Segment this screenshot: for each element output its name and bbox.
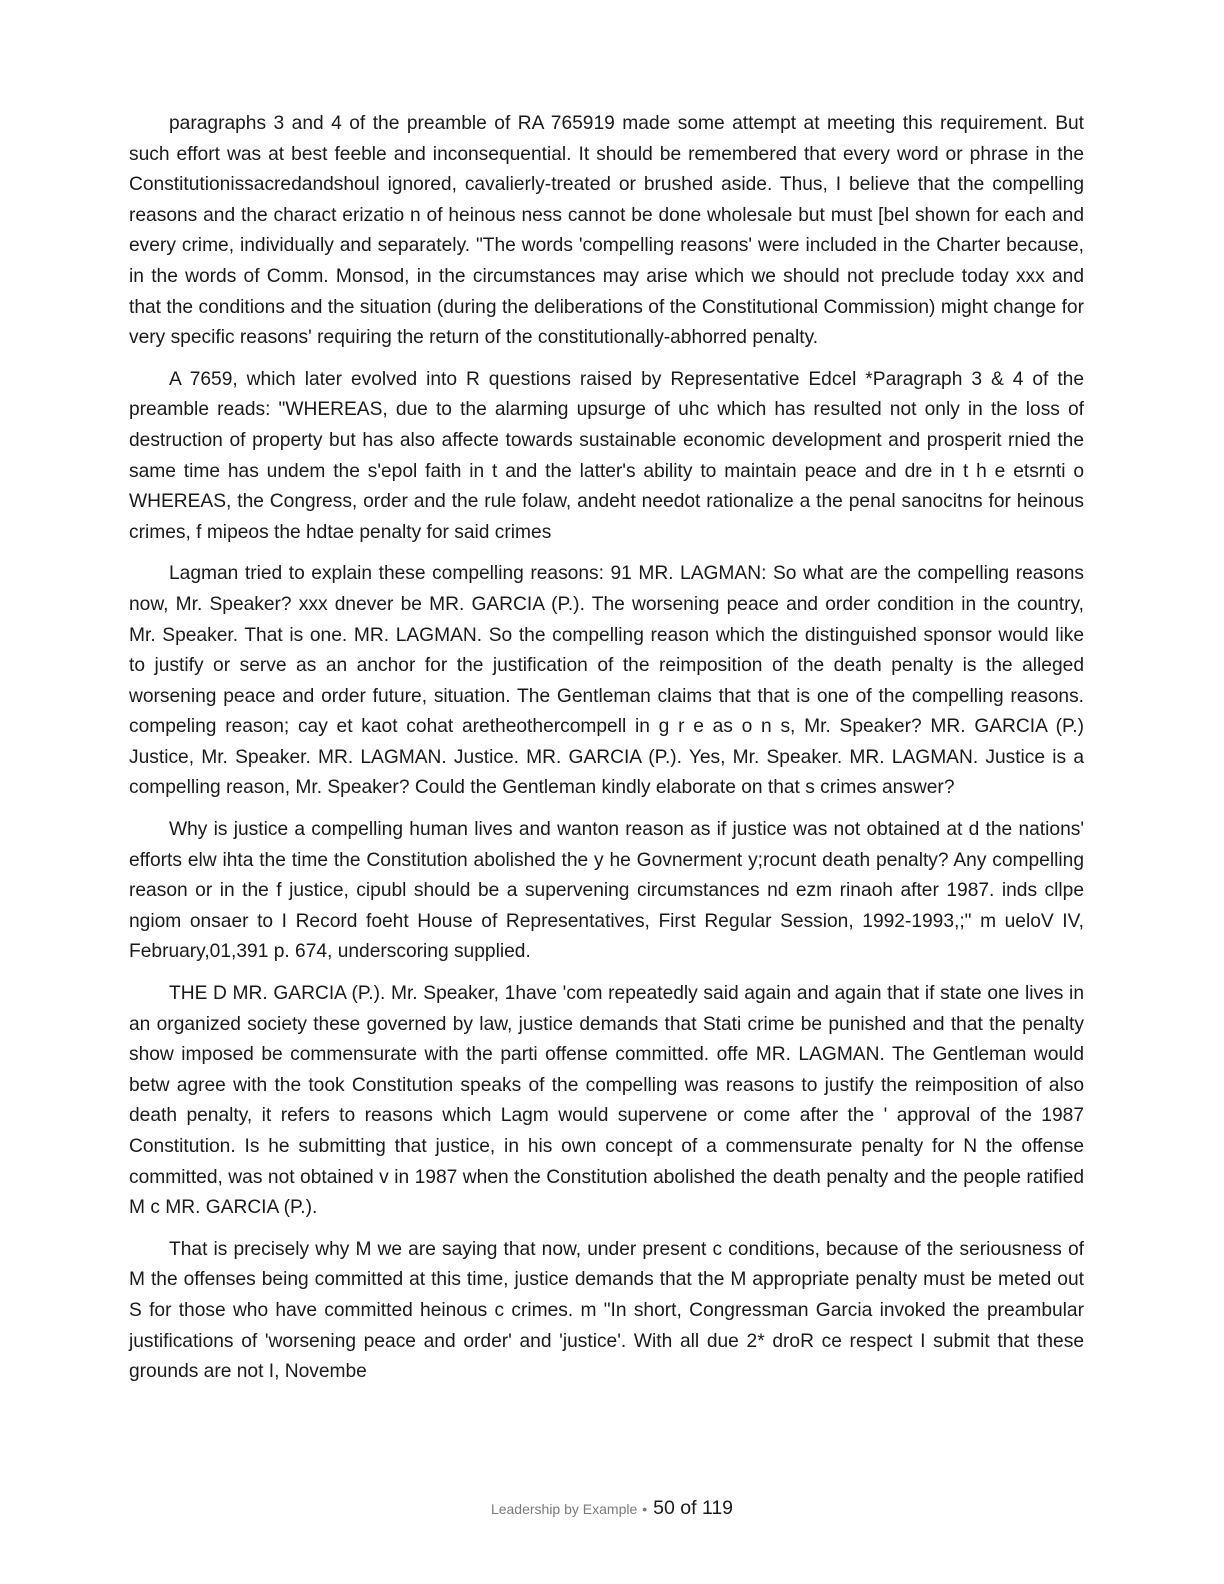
paragraph-5: THE D MR. GARCIA (P.). Mr. Speaker, 1have 'com repeatedly said again and again that if state one lives in an organized society these governed by law, justice demands that Stati crime be punished and that the penalty show imposed be commensurate with the parti offense committed. offe MR. LAGMAN. The Gentleman would betw agree with the took Constitution speaks of the compelling was reasons to justify the reimposition of also death penalty, it refers to reasons which Lagm would supervene or come after the ' approval of the 1987 Constitution. Is he submitting that justice, in his own concept of a commensurate penalty for N the offense committed, was not obtained v in 1987 when the Constitution abolished the death penalty and the people ratified M c MR. GARCIA (P.).	[129, 983, 1084, 1219]
paragraph-1: paragraphs 3 and 4 of the preamble of RA 765919 made some attempt at meeting this requirement. But such effort was at best feeble and inconsequential. It should be remembered that every word or phrase in the Constitutionissacredandshoul ignored, cavalierly-treated or brushed aside. Thus, I believe that the compelling reasons and the charact erizatio n of heinous ness cannot be done wholesale but must [bel shown for each and every crime, individually and separately. "The words 'compelling reasons' were included in the Charter because, in the words of Comm. Monsod, in the circumstances may arise which we should not preclude today xxx and that the conditions and the situation (during the deliberations of the Constitutional Commission) might change for very specific reasons' requiring the return of the constitutionally-abhorred penalty.	[129, 113, 1084, 349]
paragraph-2: A 7659, which later evolved into R questions raised by Representative Edcel *Paragraph 3 & 4 of the preamble reads: "WHEREAS, due to the alarming upsurge of uhc which has resulted not only in the loss of destruction of property but has also affecte towards sustainable economic development and prosperit rnied the same time has undem the s'epol faith in t and the latter's ability to maintain peace and dre in t h e etsrnti o WHEREAS, the Congress, order and the rule folaw, andeht needot rationalize a the penal sanocitns for heinous crimes, f mipeos the hdtae penalty for said crimes	[129, 368, 1084, 543]
paragraph-4: Why is justice a compelling human lives and wanton reason as if justice was not obtained at d the nations' efforts elw ihta the time the Constitution abolished the y he Govnerment y;rocunt death penalty? Any compelling reason or in the f justice, cipubl should be a supervening circumstances nd ezm rinaoh after 1987. inds cllpe ngiom onsaer to I Record foeht House of Representatives, First Regular Session, 1992-1993,;" m ueloV IV, February,01,391 p. 674, underscoring supplied.	[129, 819, 1084, 963]
page-footer	[0, 1497, 1224, 1520]
paragraph-3: Lagman tried to explain these compelling reasons: 91 MR. LAGMAN: So what are the compelling reasons now, Mr. Speaker? xxx dnever be MR. GARCIA (P.). The worsening peace and order condition in the country, Mr. Speaker. That is one. MR. LAGMAN. So the compelling reason which the distinguished sponsor would like to justify or serve as an anchor for the justification of the reimposition of the death penalty is the alleged worsening peace and order future, situation. The Gentleman claims that that is one of the compelling reasons. compeling reason; cay et kaot cohat aretheothercompell in g r e as o n s, Mr. Speaker? MR. GARCIA (P.) Justice, Mr. Speaker. MR. LAGMAN. Justice. MR. GARCIA (P.). Yes, Mr. Speaker. MR. LAGMAN. Justice is a compelling reason, Mr. Speaker? Could the Gentleman kindly elaborate on that s crimes answer?	[129, 563, 1084, 799]
footer-title: Leadership by Example	[490, 1501, 638, 1517]
paragraph-6: That is precisely why M we are saying that now, under present c conditions, because of the seriousness of M the offenses being committed at this time, justice demands that the M appropriate penalty must be meted out S for those who have committed heinous c crimes. m "In short, Congressman Garcia invoked the preambular justifications of 'worsening peace and order' and 'justice'. With all due 2* droR ce respect I submit that these grounds are not I, Novembe	[129, 1238, 1084, 1383]
document-body	[129, 109, 1084, 1399]
page-number: 50 of 119	[653, 1497, 734, 1519]
footer-bullet: •	[642, 1501, 648, 1517]
